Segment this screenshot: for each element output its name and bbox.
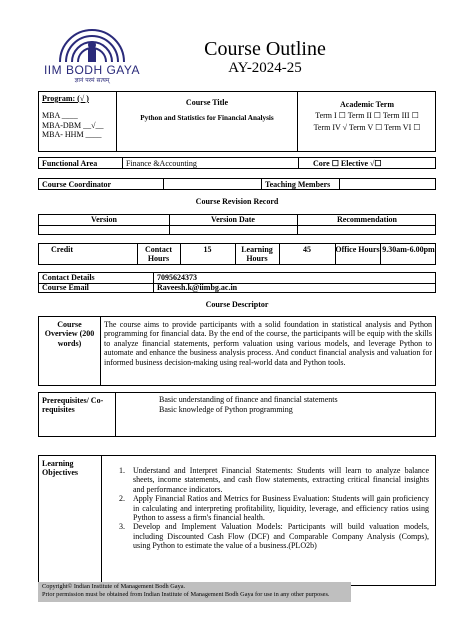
core-elective: Core ☐ Elective √☐: [313, 159, 382, 168]
contact-details-label: Contact Details: [42, 273, 95, 282]
course-title-value: Python and Statistics for Financial Analysis: [140, 114, 274, 123]
coordinator-label: Course Coordinator: [42, 180, 112, 189]
copyright-footer: [38, 582, 351, 602]
course-title-label: Course Title: [185, 98, 229, 107]
course-overview-table: [38, 316, 436, 386]
revision-header-version: Version: [91, 215, 117, 224]
copyright-line1: Copyright© Indian Institute of Management Bodh Gaya.: [42, 583, 186, 590]
course-email-value: Raveesh.k@iimbg.ac.in: [157, 283, 238, 292]
academic-term-line1: Term I ☐ Term II ☐ Term III ☐: [315, 111, 419, 121]
learning-hours-label: Learning Hours: [241, 245, 273, 264]
page-title: Course Outline: [204, 38, 326, 60]
program-mba: MBA ____: [42, 111, 78, 121]
office-hours-value: 9.30am-6.00pm: [382, 245, 435, 254]
lotus-emblem-icon: [42, 22, 142, 64]
copyright-line2: Prior permission must be obtained from Indian Institute of Management Bodh Gaya for use in any other purposes.: [42, 591, 330, 598]
contact-table: [38, 272, 436, 293]
functional-area-value: Finance &Accounting: [126, 159, 197, 168]
credits-row: [38, 243, 436, 265]
functional-area-label: Functional Area: [42, 159, 98, 168]
contact-hours-label: Contact Hours: [144, 245, 173, 264]
logo-text: IIM BODH GAYA: [43, 63, 141, 77]
revision-record-title: Course Revision Record: [195, 197, 279, 206]
coordinator-row: [38, 178, 436, 190]
program-label: Program: (√ ): [42, 94, 89, 103]
teaching-members-label: Teaching Members: [265, 180, 331, 189]
course-email-label: Course Email: [42, 283, 89, 292]
contact-details-value: 7095624373: [157, 273, 197, 282]
logo-tagline: ज्ञानं परमं सत्यम्: [74, 77, 110, 84]
institute-logo: [42, 22, 142, 84]
learning-objective-item: 2. Apply Financial Ratios and Metrics for Business Evaluation: Students will gain proficiency in calculating and interpreting profitability, liquidity, leverage, and efficiency ratios using Python to assess a firm's financial health.: [119, 494, 429, 523]
course-overview-text: The course aims to provide participants with a solid foundation in statistical analysis and Python programming for financial data. By the end of the course, the participants will be equip with the skills to analyze financial statements, perform valuation using various models, and leverage Python to automate and enhance the business analysis process. And conduct financial analysis and valuation for informed business decision-making using real-world data and Python tools.: [104, 320, 432, 367]
program-mba-dbm: MBA-DBM __√__: [42, 120, 104, 130]
credit-label: Credit: [51, 245, 74, 254]
prerequisites-table: [38, 392, 436, 437]
prerequisite-item: Basic understanding of finance and financial statements: [159, 395, 338, 404]
learning-objective-item: 1. Understand and Interpret Financial Statements: Students will learn to analyze balance sheets, income statements, and cash flow statements, extracting critical financial insights and performance indicators.: [119, 466, 429, 494]
prerequisites-label: Prerequisites/ Co-requisites: [42, 396, 104, 415]
functional-area-row: [38, 157, 436, 169]
contact-hours-value: 15: [203, 245, 212, 254]
academic-term-label: Academic Term: [340, 100, 394, 109]
program-mba-hhm: MBA- HHM ____: [42, 130, 102, 140]
learning-objective-item: 3. Develop and Implement Valuation Models: Participants will build valuation models, including Discounted Cash Flow (DCF) and Comparable Company Analysis (Comps), using Python to estimate the value of a business.(PLO2b): [119, 522, 429, 551]
learning-hours-value: 45: [303, 245, 311, 254]
course-descriptor-title: Course Descriptor: [205, 300, 269, 309]
course-overview-label: Course Overview (200 words): [44, 320, 95, 348]
learning-objectives-table: [38, 455, 436, 586]
academic-term-line2: Term IV √ Term V ☐ Term VI ☐: [313, 122, 421, 132]
revision-header-date: Version Date: [211, 215, 255, 224]
prerequisite-item: Basic knowledge of Python programming: [159, 405, 293, 414]
office-hours-label: Office Hours: [335, 245, 380, 254]
academic-year: AY-2024-25: [228, 60, 302, 76]
program-info-table: [38, 91, 436, 152]
revision-header-recommendation: Recommendation: [337, 215, 397, 224]
learning-objectives-label: Learning Objectives: [42, 459, 78, 478]
revision-record-table: [38, 214, 436, 235]
